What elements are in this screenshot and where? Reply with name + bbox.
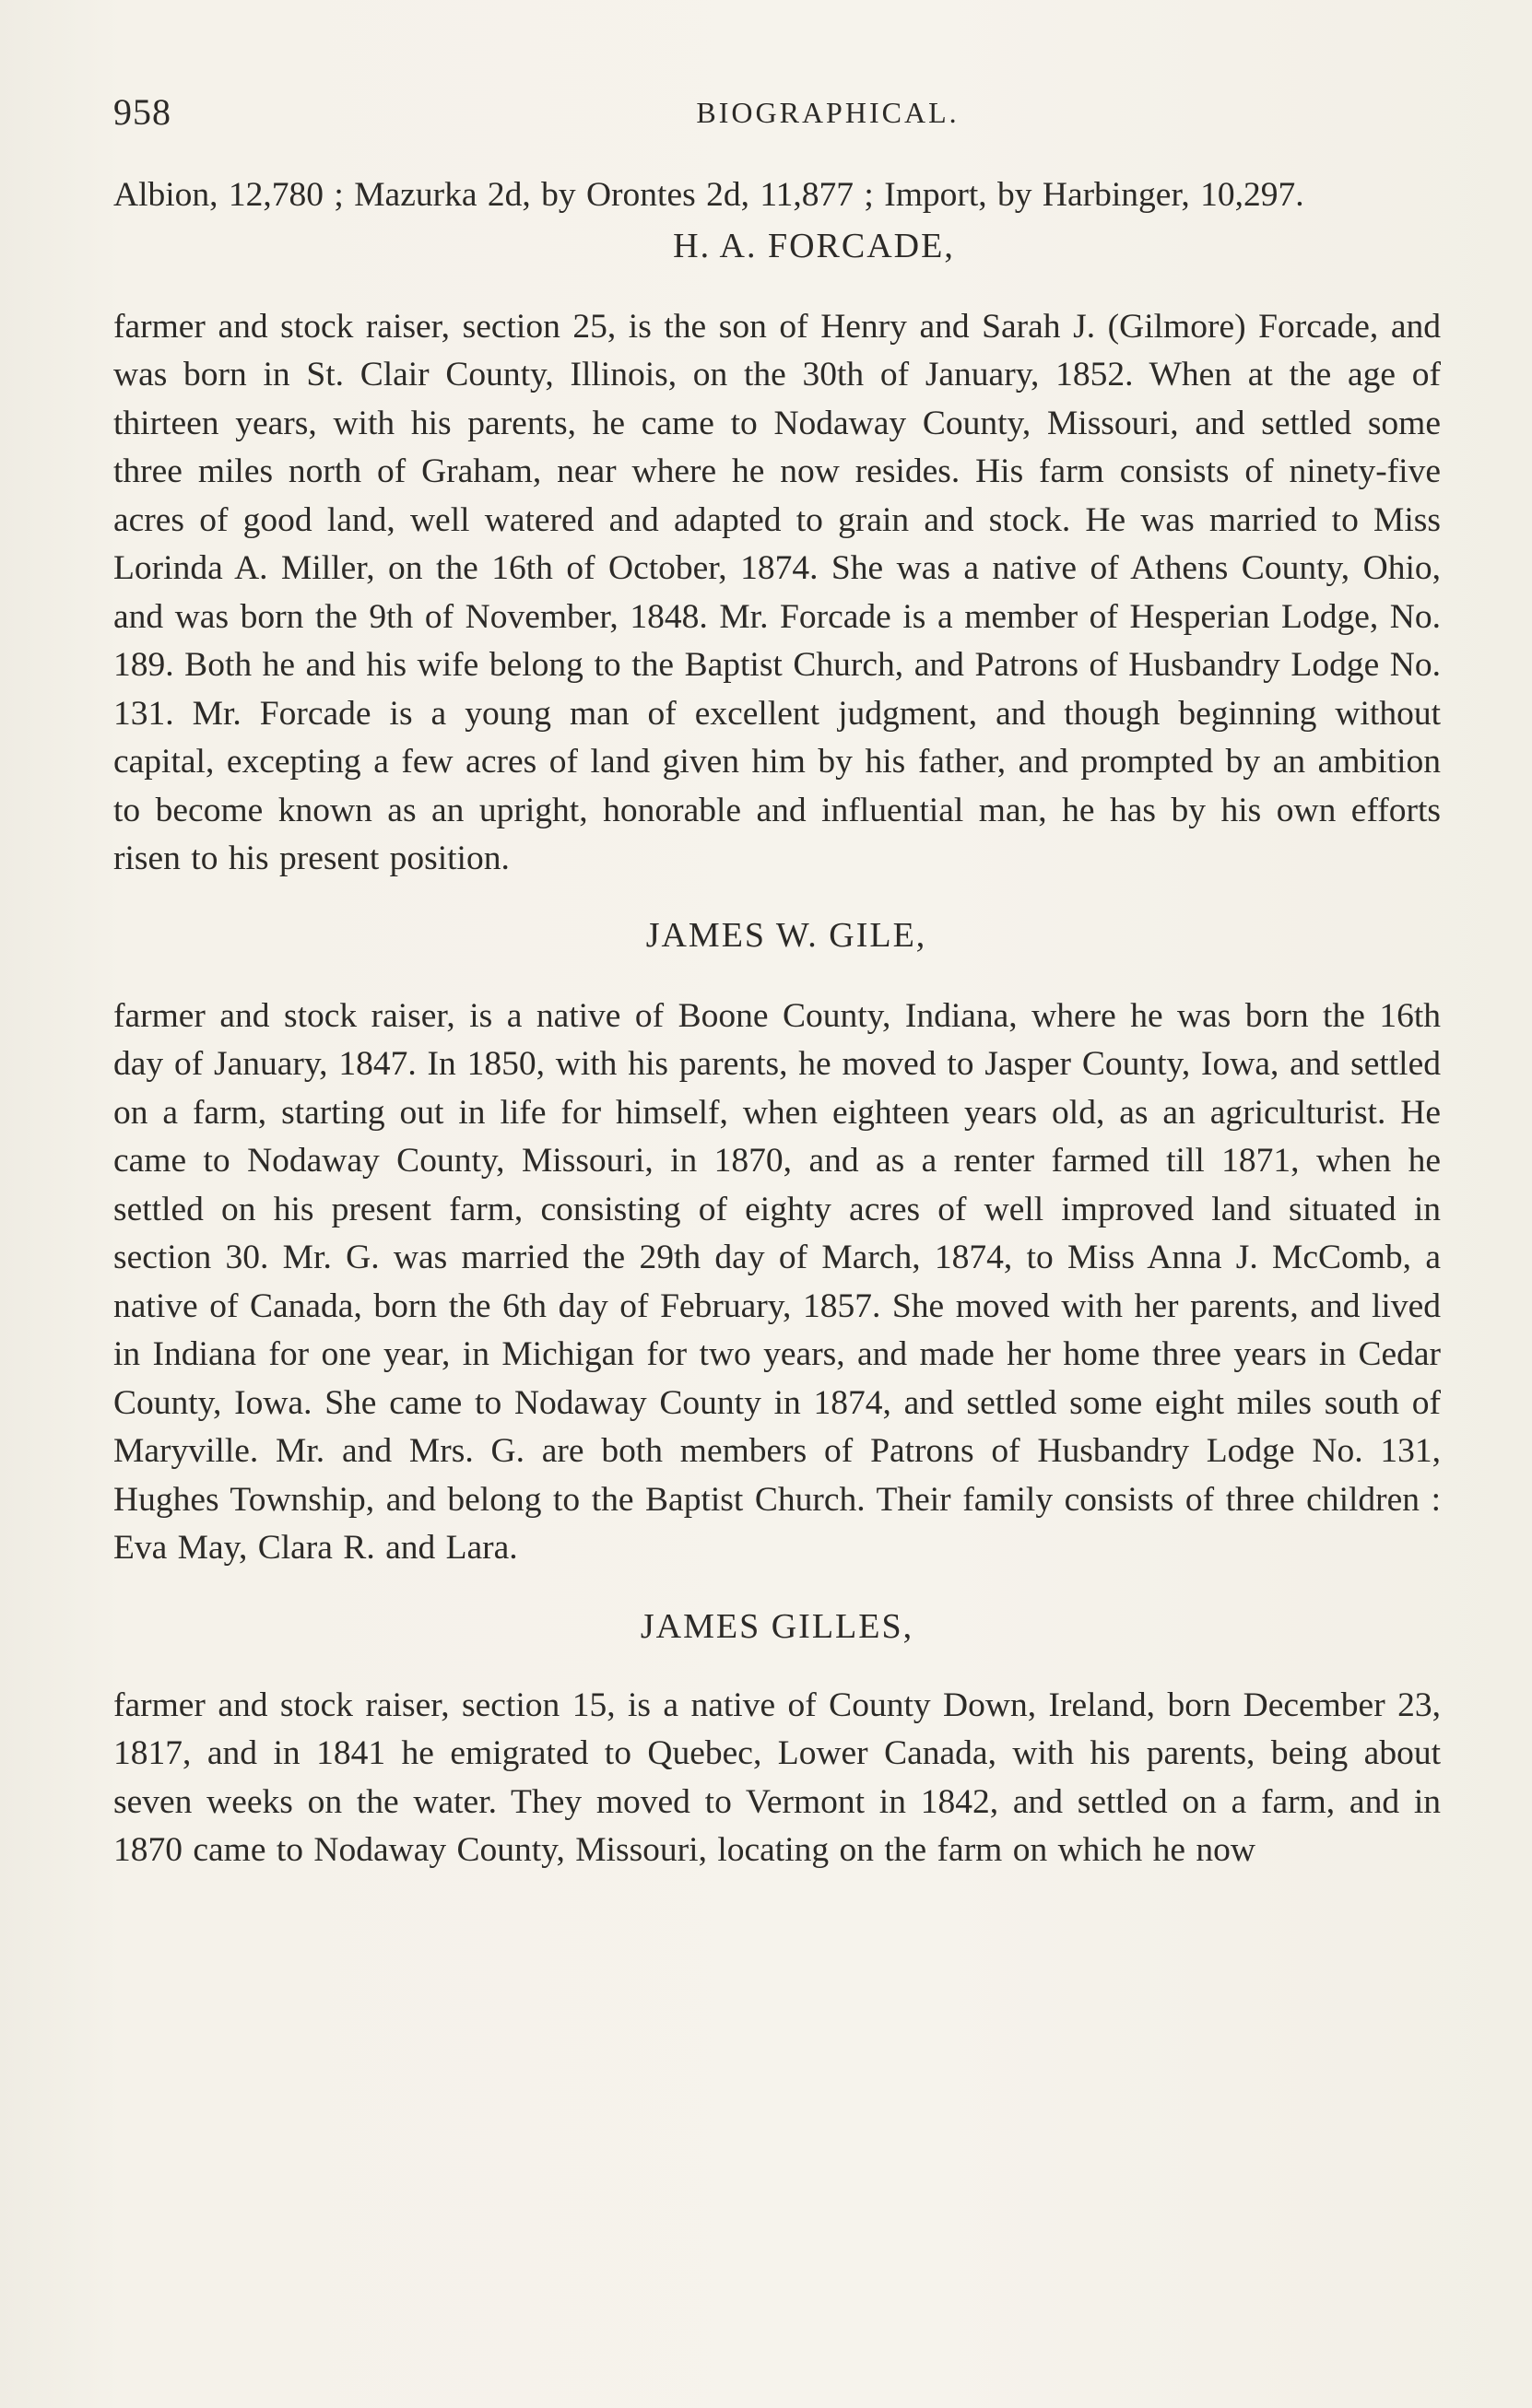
entry-body-gilles: farmer and stock raiser, section 15, is a native of County Down, Ireland, born December 23, 1817, and in 1841 he emigrated to Quebec, Lower Canada, with his parents, being about seven weeks on the water. They moved to Vermont in 1842, and settled on a farm, and in 1870 came to Nodaway County, Missouri, locating on the farm on which he now [113,1686,1441,1869]
entry-heading-forcade: H. A. FORCADE, [673,226,955,265]
entry-body-forcade: farmer and stock raiser, section 25, is the son of Henry and Sarah J. (Gilmore) Forcade, and was born in St. Clair County, Illinois, on the 30th of January, 1852. When at the age of thirteen years, with his parents, he came to Nodaway County, Missouri, and settled some three miles north of Graham, near where he now resides. His farm consists of ninety-five acres of good land, well watered and adapted to grain and stock. He was married to Miss Lorinda A. Miller, on the 16th of October, 1874. She was a native of Athens County, Ohio, and was born the 9th of November, 1848. Mr. Forcade is a member of Hesperian Lodge, No. 189. Both he and his wife belong to the Baptist Church, and Patrons of Husbandry Lodge No. 131. Mr. Forcade is a young man of excellent judgment, and though beginning without capital, excepting a few acres of land given him by his father, and prompted by an ambition to become known as an upright, honorable and influential man, he has by his own efforts risen to his present position. [113,307,1441,877]
continuation-paragraph: Albion, 12,780 ; Mazurka 2d, by Orontes 2d, 11,877 ; Import, by Harbinger, 10,297. [113,176,1304,214]
entry-heading-gile: JAMES W. GILE, [645,915,927,955]
entry-heading-gilles: JAMES GILLES, [640,1606,914,1646]
entry-body-gile: farmer and stock raiser, is a native of Boone County, Indiana, where he was born the 16th day of January, 1847. In 1850, with his parents, he moved to Jasper County, Iowa, and settled on a farm, starting out in life for himself, when eighteen years old, as an agriculturist. He came to Nodaway County, Missouri, in 1870, and as a renter farmed till 1871, when he settled on his present farm, consisting of eighty acres of well improved land situated in section 30. Mr. G. was married the 29th day of March, 1874, to Miss Anna J. McComb, a native of Canada, born the 6th day of February, 1857. She moved with her parents, and lived in Indiana for one year, in Michigan for two years, and made her home three years in Cedar County, Iowa. She came to Nodaway County in 1874, and settled some eight miles south of Maryville. Mr. and Mrs. G. are both members of Patrons of Husbandry Lodge No. 131, Hughes Township, and belong to the Baptist Church. Their family consists of three children : Eva May, Clara R. and Lara. [113,996,1441,1567]
running-head: BIOGRAPHICAL. [696,96,960,129]
page-header [113,90,1432,131]
page-number: 958 [113,91,171,133]
text-block [113,171,1441,1875]
